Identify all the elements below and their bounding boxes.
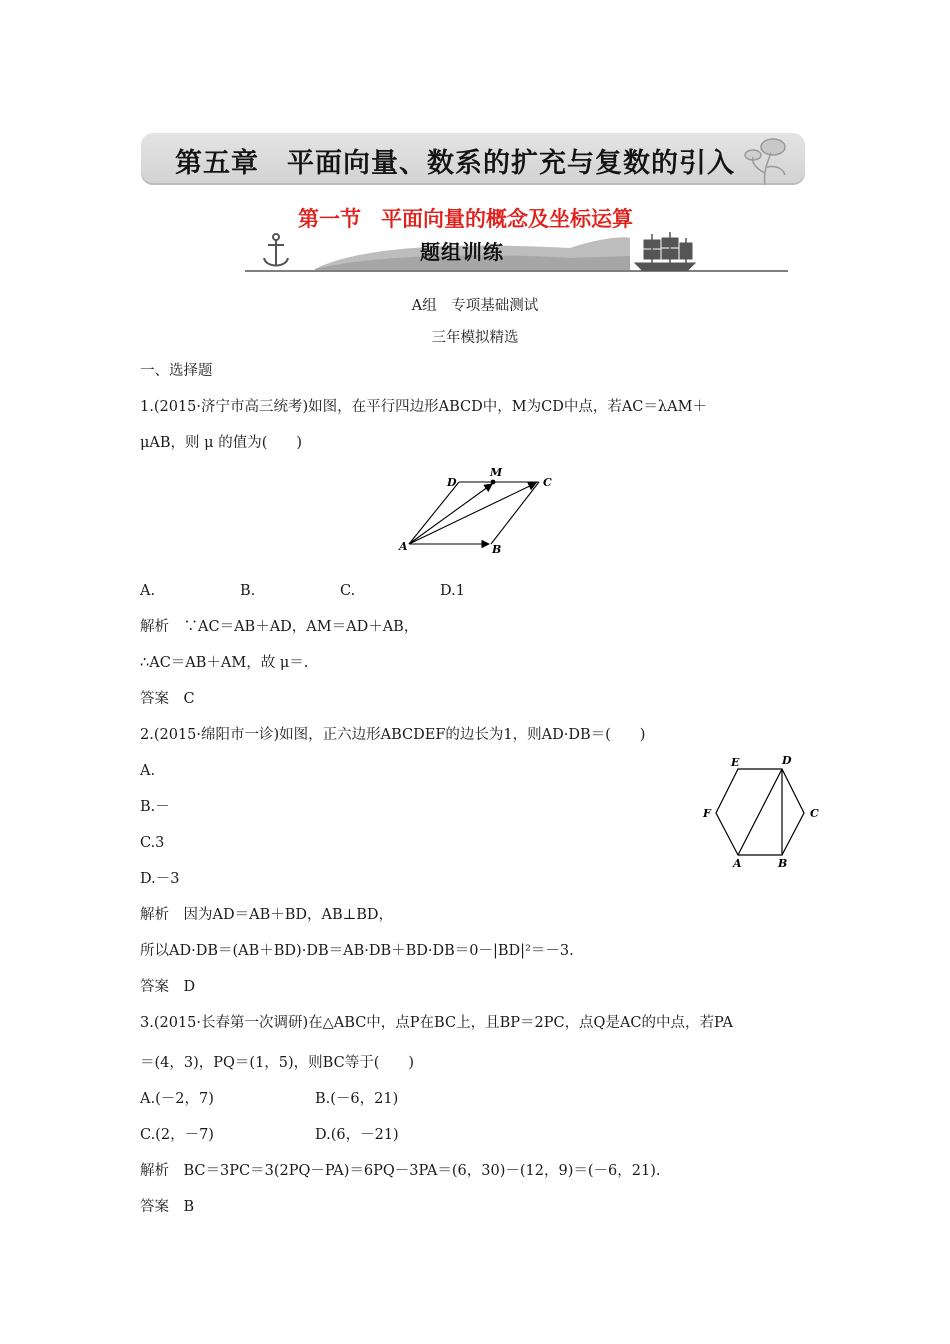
q3-analysis (140, 1161, 660, 1181)
q1-stem-line1: 1.(2015·济宁市高三统考)如图，在平行四边形ABCD中，M为CD中点，若AC＝λAM＋ (140, 399, 707, 415)
q2-analysis-label: 解析 (140, 907, 169, 923)
chapter-title (175, 141, 735, 180)
group-title: A组 专项基础测试 (411, 298, 539, 314)
q2-hexagon-figure (698, 752, 828, 870)
q3-option-a: A.(－2，7) (140, 1091, 214, 1107)
vector-ac (409, 483, 536, 544)
diagonal-ad (738, 769, 782, 855)
group-subtitle: 三年模拟精选 (431, 330, 519, 346)
q3-option-b: B.(－6，21) (315, 1091, 399, 1107)
part-heading: 一、选择题 (140, 363, 213, 379)
anchor-icon (264, 234, 288, 266)
section-banner-art (240, 228, 790, 274)
q3-option-c: C.(2，－7) (140, 1127, 214, 1143)
q3-stem-line2: ＝(4，3)，PQ＝(1，5)，则BC等于( ) (140, 1055, 415, 1071)
q1-analysis-label: 解析 (140, 619, 169, 635)
q1-analysis-line1 (140, 617, 418, 637)
label-b: B (778, 857, 788, 870)
label-b: B (492, 543, 502, 556)
q1-option-b: B. (240, 583, 256, 599)
q2-answer-label: 答案 (140, 979, 169, 995)
q2-answer-value: D (183, 979, 196, 995)
flower-icon (735, 133, 795, 188)
q1-option-a: A. (140, 583, 156, 599)
label-a: A (733, 857, 742, 870)
q2-option-a: A. (140, 763, 156, 779)
training-banner-label: 题组训练 (420, 240, 504, 264)
q2-analysis-text1: 因为AD＝AB＋BD，AB⊥BD， (183, 907, 394, 923)
q1-option-d: D.1 (440, 583, 465, 599)
q3-analysis-label: 解析 (140, 1163, 169, 1179)
chapter-name: 平面向量、数系的扩充与复数的引入 (287, 148, 735, 179)
section-number: 第一节 (298, 207, 361, 231)
q3-option-d: D.(6，－21) (315, 1127, 399, 1143)
q3-answer (140, 1197, 194, 1217)
label-e: E (731, 756, 740, 769)
q1-analysis-text1: ∵AC＝AB＋AD，AM＝AD＋AB， (183, 619, 419, 635)
label-f: F (703, 807, 711, 820)
q1-analysis-line2: ∴AC＝AB＋AM，故 μ＝. (140, 655, 309, 671)
label-d: D (782, 754, 792, 767)
q1-parallelogram-figure (395, 466, 560, 558)
label-a: A (399, 540, 408, 553)
q3-analysis-text: BC＝3PC＝3(2PQ－PA)＝6PQ－3PA＝(6，30)－(12，9)＝(－6，21). (183, 1163, 661, 1179)
q2-option-d: D.－3 (140, 871, 180, 887)
q2-stem: 2.(2015·绵阳市一诊)如图，正六边形ABCDEF的边长为1，则AD·DB＝( ) (140, 727, 646, 743)
q3-answer-value: B (183, 1199, 195, 1215)
q3-stem-line1: 3.(2015·长春第一次调研)在△ABC中，点P在BC上，且BP＝2PC，点Q是AC的中点，若PA (140, 1015, 733, 1031)
q3-answer-label: 答案 (140, 1199, 169, 1215)
section-name: 平面向量的概念及坐标运算 (381, 207, 633, 231)
q1-answer (140, 689, 195, 709)
edge-cb (491, 482, 539, 544)
q1-stem-line2: μAB，则 μ 的值为( ) (140, 435, 303, 451)
point-m (491, 480, 496, 485)
q2-analysis-line1 (140, 905, 393, 925)
label-c: C (810, 807, 819, 820)
q1-option-c: C. (340, 583, 356, 599)
chapter-number: 第五章 (175, 148, 259, 179)
ship-icon (635, 232, 695, 270)
q2-analysis-line2: 所以AD·DB＝(AB＋BD)·DB＝AB·DB＋BD·DB＝0－|BD|²＝－3. (140, 943, 574, 959)
label-d: D (447, 476, 457, 489)
q2-option-c: C.3 (140, 835, 165, 851)
label-c: C (543, 476, 552, 489)
q1-answer-value: C (183, 691, 195, 707)
q1-answer-label: 答案 (140, 691, 169, 707)
label-m: M (490, 466, 503, 479)
q2-answer (140, 977, 195, 997)
q2-option-b: B.－ (140, 799, 170, 815)
